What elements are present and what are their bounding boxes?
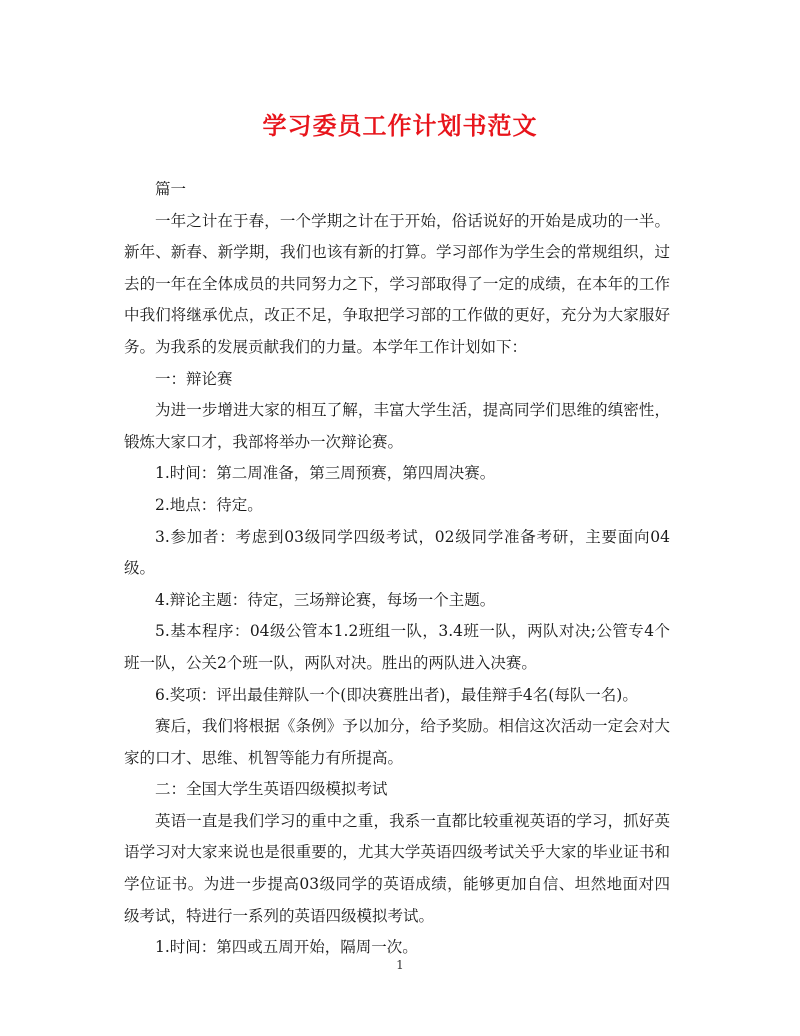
- paragraph-debate: 为进一步增进大家的相互了解，丰富大学生活，提高同学们思维的缜密性，锻炼大家口才，我部将举办一次辩论赛。: [124, 401, 670, 451]
- list-item-topic: 4.辩论主题：待定，三场辩论赛，每场一个主题。: [155, 590, 496, 609]
- document-body: [124, 174, 670, 964]
- paragraph-intro: 一年之计在于春，一个学期之计在于开始，俗话说好的开始是成功的一半。新年、新春、新学期，我们也该有新的打算。学习部作为学生会的常规组织，过去的一年在全体成员的共同努力之下，学习部取得了一定的成绩，在本年的工作中我们将继承优点，改正不足，争取把学习部的工作做的更好，充分为大家服好务。为我系的发展贡献我们的力量。本学年工作计划如下：: [124, 211, 670, 356]
- page-number: 1: [396, 958, 404, 972]
- heading-debate: 一：辩论赛: [155, 369, 233, 388]
- list-item-procedure: 5.基本程序：04级公管本1.2班组一队，3.4班一队，两队对决;公管专4个班一队，公关2个班一队，两队对决。胜出的两队进入决赛。: [124, 622, 670, 672]
- heading-english-exam: 二：全国大学生英语四级模拟考试: [155, 780, 388, 799]
- list-item-time: 1.时间：第二周准备，第三周预赛，第四周决赛。: [155, 464, 496, 483]
- list-item-location: 2.地点：待定。: [155, 495, 263, 514]
- list-item-awards: 6.奖项：评出最佳辩队一个(即决赛胜出者)，最佳辩手4名(每队一名)。: [155, 685, 638, 704]
- paragraph-english: 英语一直是我们学习的重中之重，我系一直都比较重视英语的学习，抓好英语学习对大家来说也是很重要的，尤其大学英语四级考试关乎大家的毕业证书和学位证书。为进一步提高03级同学的英语成绩，能够更加自信、坦然地面对四级考试，特进行一系列的英语四级模拟考试。: [124, 811, 670, 925]
- list-item-participants: 3.参加者：考虑到03级同学四级考试，02级同学准备考研，主要面向04级。: [124, 527, 670, 578]
- paragraph-after-match: 赛后，我们将根据《条例》予以加分，给予奖励。相信这次活动一定会对大家的口才、思维、机智等能力有所提高。: [124, 717, 670, 767]
- list-item-exam-time: 1.时间：第四或五周开始，隔周一次。: [155, 938, 418, 957]
- document-title: 学习委员工作计划书范文: [262, 112, 538, 140]
- section-label: 篇一: [155, 180, 187, 198]
